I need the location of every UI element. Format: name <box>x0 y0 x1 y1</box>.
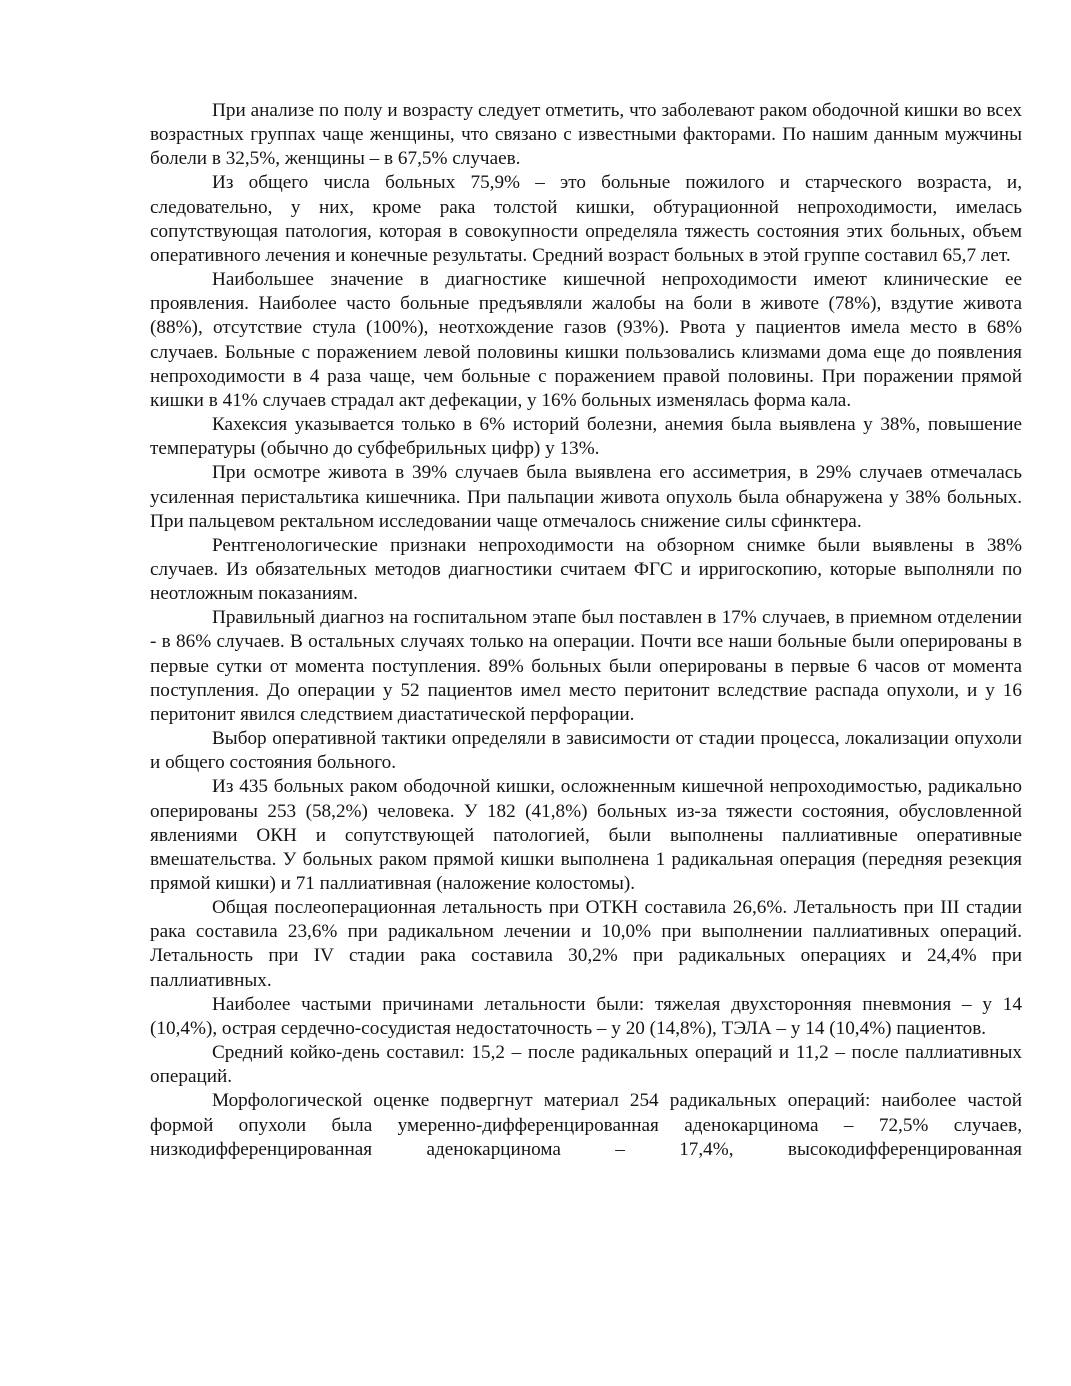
paragraph-cachexia: Кахексия указывается только в 6% историй болезни, анемия была выявлена у 38%, повышение температуры (обычно до субфебрильных цифр) у 13%. <box>150 414 1022 460</box>
paragraph-examination: При осмотре живота в 39% случаев была выявлена его ассиметрия, в 29% случаев отмечалась усиленная перистальтика кишечника. При пальпации живота опухоль была обнаружена у 38% больных. При пальцевом ректальном исследовании чаще отмечалось снижение силы сфинктера. <box>150 462 1022 532</box>
document-page <box>150 99 1022 1162</box>
paragraph-mortality: Общая послеоперационная летальность при ОТКН составила 26,6%. Летальность при III стадии рака составила 23,6% при радикальном лечении и 10,0% при выполнении паллиативных операций. Летальность при IV стадии рака составила 30,2% при радикальных операциях и 24,4% при паллиативных. <box>150 897 1022 991</box>
paragraph-causes-of-death: Наиболее частыми причинами летальности были: тяжелая двухсторонняя пневмония – у 14 (10,4%), острая сердечно-сосудистая недостаточность – у 20 (14,8%), ТЭЛА – у 14 (10,4%) пациентов. <box>150 993 1022 1039</box>
paragraph-radiology: Рентгенологические признаки непроходимости на обзорном снимке были выявлены в 38% случаев. Из обязательных методов диагностики считаем ФГС и ирригоскопию, которые выполняли по неотложным показаниям. <box>150 534 1022 605</box>
paragraph-morphology: Морфологической оценке подвергнут материал 254 радикальных операций: наиболее частой формой опухоли была умеренно-дифференцированная аденокарцинома – 72,5% случаев, низкодифференцированная аденокарцинома – 17,4%, высокодифференцированная <box>150 1090 1022 1160</box>
paragraph-operations: Из 435 больных раком ободочной кишки, осложненным кишечной непроходимостью, радикально оперированы 253 (58,2%) человека. У 182 (41,8%) больных из-за тяжести состояния, обусловленной явлениями ОКН и сопутствующей патологией, были выполнены паллиативные оперативные вмешательства. У больных раком прямой кишки выполнена 1 радикальная операция (передняя резекция прямой кишки) и 71 паллиативная (наложение колостомы). <box>150 776 1022 894</box>
paragraph-sex-age: При анализе по полу и возрасту следует отметить, что заболевают раком ободочной кишки во всех возрастных группах чаще женщины, что связано с известными факторами. По нашим данным мужчины болели в 32,5%, женщины – в 67,5% случаев. <box>150 100 1022 170</box>
paragraph-tactics: Выбор оперативной тактики определяли в зависимости от стадии процесса, локализации опухоли и общего состояния больного. <box>150 728 1022 774</box>
paragraph-diagnosis: Правильный диагноз на госпитальном этапе был поставлен в 17% случаев, в приемном отделении - в 86% случаев. В остальных случаях только на операции. Почти все наши больные были оперированы в первые сутки от момента поступления. 89% больных были оперированы в первые 6 часов от момента поступления. До операции у 52 пациентов имел место перитонит вследствие распада опухоли, и у 16 перитонит явился следствием диастатической перфорации. <box>150 607 1022 725</box>
paragraph-bed-days: Средний койко-день составил: 15,2 – после радикальных операций и 11,2 – после паллиативных операций. <box>150 1042 1022 1088</box>
paragraph-clinical-signs: Наибольшее значение в диагностике кишечной непроходимости имеют клинические ее проявления. Наиболее часто больные предъявляли жалобы на боли в животе (78%), вздутие живота (88%), отсутствие стула (100%), неотхождение газов (93%). Рвота у пациентов имела место в 68% случаев. Больные с поражением левой половины кишки пользовались клизмами дома еще до появления непроходимости в 4 раза чаще, чем больные с поражением правой половины. При поражении прямой кишки в 41% случаев страдал акт дефекации, у 16% больных изменялась форма кала. <box>150 269 1022 411</box>
paragraph-elderly-patients: Из общего числа больных 75,9% – это больные пожилого и старческого возраста, и, следовательно, у них, кроме рака толстой кишки, обтурационной непроходимости, имелась сопутствующая патология, которая в совокупности определяла тяжесть состояния этих больных, объем оперативного лечения и конечные результаты. Средний возраст больных в этой группе составил 65,7 лет. <box>150 172 1022 266</box>
